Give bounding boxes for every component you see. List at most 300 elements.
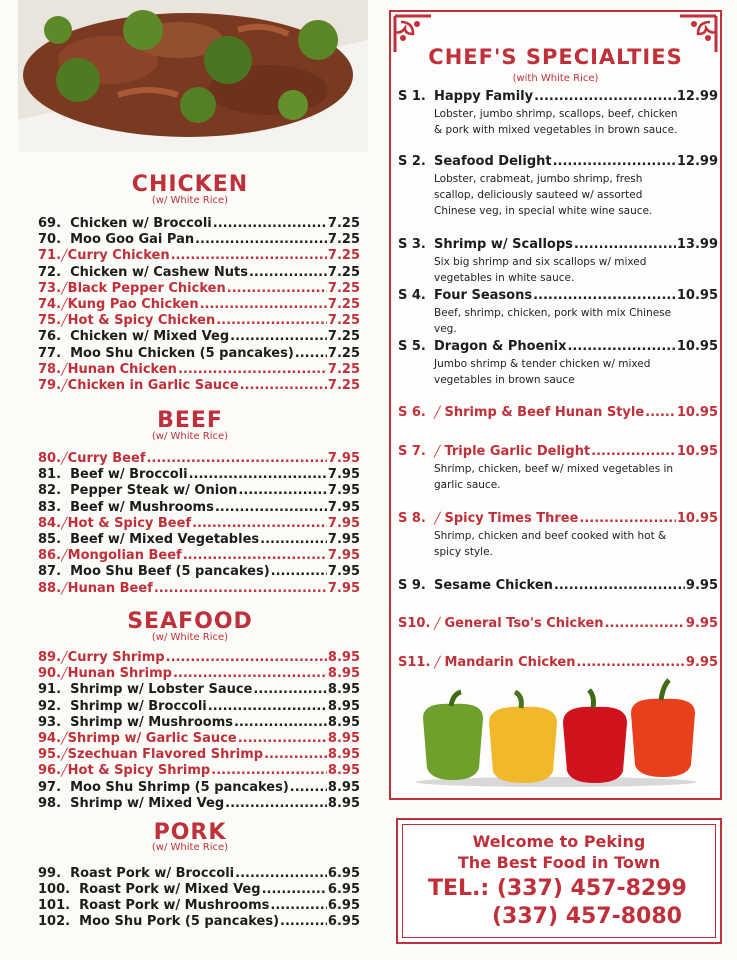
dot-leader (240, 378, 327, 393)
item-price: 7.95 (327, 483, 360, 499)
menu-item[interactable] (38, 882, 360, 898)
menu-item[interactable] (38, 516, 360, 532)
menu-item[interactable] (38, 329, 360, 345)
item-number: 81. (38, 467, 62, 483)
item-number: 72. (38, 264, 62, 280)
dot-leader (280, 914, 327, 929)
dot-leader (171, 248, 327, 263)
dot-leader (192, 516, 327, 531)
dot-leader (183, 548, 327, 563)
dot-leader (574, 237, 676, 252)
dot-leader (264, 747, 327, 762)
specialty-description: Lobster, jumbo shrimp, scallops, beef, chicken & pork with mixed vegetables in brown sauce. (434, 108, 678, 136)
dot-leader (235, 866, 327, 881)
chili-pepper-icon: ╱ (61, 549, 68, 563)
dot-leader (238, 731, 327, 746)
item-price: 8.95 (327, 795, 360, 811)
menu-item[interactable] (38, 914, 360, 930)
item-number: 101. (38, 898, 71, 913)
item-name: Chicken w/ Cashew Nuts (70, 264, 248, 280)
specialty-price: 10.95 (676, 288, 718, 303)
item-price: 8.95 (327, 747, 360, 763)
item-gap (61, 232, 70, 247)
item-number: 76. (38, 329, 62, 345)
item-name: Chicken w/ Broccoli (70, 216, 212, 231)
specialty-description: Shrimp, chicken and beef cooked with hot & spicy style. (434, 530, 667, 558)
chili-pepper-icon: ╱ (61, 379, 68, 392)
dot-leader (591, 444, 676, 459)
chili-pepper-icon: ╱ (61, 362, 68, 376)
dot-leader (554, 578, 685, 593)
item-number: 88. (38, 580, 62, 596)
item-number: 99. (38, 866, 62, 881)
item-gap (70, 914, 79, 929)
specialty-description: Six big shrimp and six scallops w/ mixed vegetables in white sauce. (434, 256, 647, 284)
item-price: 8.95 (327, 698, 360, 714)
item-name: Moo Shu Beef (5 pancakes) (70, 564, 270, 580)
item-number: 96. (38, 763, 62, 779)
specialty-description: Jumbo shrimp & tender chicken w/ mixed vegetables in brown sauce (434, 358, 651, 386)
menu-item[interactable] (38, 747, 360, 763)
specialty-item[interactable] (398, 154, 718, 219)
menu-item[interactable] (38, 666, 360, 682)
item-gap (61, 265, 70, 280)
item-gap (61, 483, 70, 498)
dot-leader (166, 650, 327, 665)
chili-pepper-icon: ╱ (61, 298, 68, 311)
item-name: Hunan Chicken (67, 361, 177, 377)
specialty-price: 10.95 (676, 511, 718, 526)
specialty-name: Triple Garlic Delight (444, 444, 591, 459)
item-name: Hot & Spicy Shrimp (67, 763, 211, 779)
dot-leader (576, 655, 684, 670)
item-gap (61, 780, 70, 795)
dot-leader (645, 405, 676, 420)
item-price: 7.25 (327, 297, 360, 312)
dot-leader (234, 715, 327, 730)
specialty-code: S 2. (398, 154, 426, 169)
item-number: 74. (38, 297, 62, 312)
specialty-description: Beef, shrimp, chicken, pork with mix Chinese veg. (434, 307, 672, 335)
specialty-code: S10. (398, 616, 431, 631)
menu-item[interactable] (38, 699, 360, 715)
item-name: Shrimp w/ Mixed Veg (70, 795, 225, 811)
beef-section-title: BEEF (157, 408, 223, 433)
chili-pepper-icon: ╱ (61, 748, 68, 762)
item-number: 83. (38, 499, 62, 515)
item-price: 7.25 (327, 361, 360, 377)
specialty-price: 10.95 (676, 339, 718, 354)
item-number: 98. (38, 795, 62, 811)
dot-leader (271, 564, 327, 579)
seafood-section-subtitle: (w/ White Rice) (151, 632, 229, 643)
specialty-code: S 3. (398, 237, 426, 252)
specialty-item[interactable] (398, 511, 718, 560)
chili-pepper-icon: ╱ (61, 667, 68, 681)
specialty-header (398, 237, 718, 252)
item-number: 86. (38, 548, 62, 564)
menu-item[interactable] (38, 281, 360, 297)
dot-leader (195, 232, 327, 247)
specialty-description: Lobster, crabmeat, jumbo shrimp, fresh scallop, deliciously sauteed w/ assorted Chinese veg, in special white wine sauce. (434, 173, 653, 217)
item-number: 90. (38, 666, 62, 682)
chicken-section-title: CHICKEN (131, 172, 249, 197)
item-name: Hunan Shrimp (67, 666, 172, 682)
chili-pepper-icon: ╱ (61, 516, 68, 530)
item-price: 7.25 (327, 313, 360, 329)
specialty-item[interactable] (398, 405, 718, 420)
item-name: Beef w/ Mixed Vegetables (70, 532, 260, 547)
item-price: 8.95 (327, 763, 360, 779)
chili-pepper-icon: ╱ (61, 581, 68, 595)
item-gap (70, 882, 79, 897)
menu-item[interactable] (38, 564, 360, 580)
dot-leader (249, 265, 327, 280)
chili-pepper-icon: ╱ (434, 512, 445, 525)
item-number: 87. (38, 564, 62, 580)
item-name: Moo Shu Chicken (5 pancakes) (70, 345, 294, 361)
item-number: 71. (38, 248, 62, 264)
dot-leader (146, 451, 326, 466)
item-price: 8.95 (327, 666, 360, 682)
menu-item[interactable] (38, 232, 360, 248)
chefs-specialties-title: CHEF'S SPECIALTIES (428, 45, 683, 69)
menu-item[interactable] (38, 362, 360, 378)
dot-leader (154, 581, 327, 596)
specialty-item[interactable] (398, 288, 718, 337)
dot-leader (200, 297, 327, 312)
specialty-header (398, 578, 718, 593)
item-name: Hunan Beef (67, 580, 153, 596)
chili-pepper-icon: ╱ (61, 651, 68, 664)
dot-leader (567, 339, 675, 354)
dot-leader (178, 362, 327, 377)
chili-pepper-icon: ╱ (434, 617, 445, 630)
menu-item[interactable] (38, 451, 360, 467)
item-gap (70, 898, 79, 913)
specialty-price: 13.99 (676, 237, 718, 252)
item-price: 6.95 (327, 866, 360, 881)
menu-item[interactable] (38, 731, 360, 747)
item-name: Moo Goo Gai Pan (70, 232, 195, 248)
chili-pepper-icon: ╱ (434, 656, 445, 669)
item-name: Hot & Spicy Chicken (67, 313, 216, 329)
bell-peppers-image (411, 678, 701, 788)
specialty-price: 9.95 (685, 578, 718, 593)
specialty-name: Shrimp w/ Scallops (434, 237, 573, 252)
specialty-code: S 8. (398, 511, 426, 526)
specialty-item[interactable] (398, 237, 718, 286)
specialty-price: 12.99 (676, 89, 718, 104)
specialty-price: 10.95 (676, 405, 718, 420)
specialty-code: S11. (398, 655, 431, 670)
dot-leader (238, 483, 327, 498)
specialty-code: S 7. (398, 444, 426, 459)
chili-pepper-icon: ╱ (61, 732, 68, 745)
item-number: 82. (38, 483, 62, 499)
specialty-header (398, 655, 718, 670)
item-price: 7.25 (327, 232, 360, 248)
item-price: 7.95 (327, 499, 360, 515)
item-number: 85. (38, 532, 62, 547)
specialty-name: Sesame Chicken (434, 578, 553, 593)
specialty-header (398, 288, 718, 303)
item-name: Curry Shrimp (67, 650, 165, 665)
item-gap (61, 796, 70, 811)
item-name: Beef w/ Broccoli (70, 467, 188, 483)
menu-item[interactable] (38, 248, 360, 264)
specialty-name: Happy Family (434, 89, 534, 104)
specialty-item[interactable] (398, 655, 718, 670)
item-name: Mongolian Beef (67, 548, 182, 564)
menu-item[interactable] (38, 763, 360, 779)
menu-item[interactable] (38, 467, 360, 483)
dot-leader (534, 89, 676, 104)
item-price: 7.25 (327, 216, 360, 231)
menu-item[interactable] (38, 866, 360, 882)
dot-leader (189, 467, 327, 482)
item-name: Shrimp w/ Mushrooms (70, 714, 233, 730)
item-number: 97. (38, 779, 62, 795)
dot-leader (216, 313, 327, 328)
menu-item[interactable] (38, 780, 360, 796)
specialty-code: S 9. (398, 578, 426, 593)
specialty-code: S 6. (398, 405, 426, 420)
item-price: 8.95 (327, 650, 360, 665)
item-name: Chicken in Garlic Sauce (67, 378, 239, 393)
item-name: Beef w/ Mushrooms (70, 499, 214, 515)
item-name: Roast Pork w/ Mushrooms (79, 898, 270, 913)
item-price: 7.95 (327, 451, 360, 466)
item-number: 94. (38, 731, 62, 746)
chili-pepper-icon: ╱ (61, 764, 68, 778)
chicken-section-subtitle: (w/ White Rice) (151, 195, 229, 206)
specialty-name: Dragon & Phoenix (434, 339, 567, 354)
item-name: Moo Shu Shrimp (5 pancakes) (70, 779, 289, 795)
item-name: Roast Pork w/ Broccoli (70, 866, 235, 881)
welcome-line: Welcome to Peking (472, 832, 646, 851)
menu-item[interactable] (38, 898, 360, 914)
dot-leader (215, 500, 327, 515)
item-name: Chicken w/ Mixed Veg (70, 329, 230, 345)
item-name: Shrimp w/ Garlic Sauce (67, 731, 237, 746)
item-price: 7.25 (327, 345, 360, 361)
dot-leader (262, 882, 327, 897)
menu-item[interactable] (38, 682, 360, 698)
specialty-header (398, 339, 718, 354)
item-price: 7.25 (327, 264, 360, 280)
dot-leader (605, 616, 685, 631)
specialty-name: Shrimp & Beef Hunan Style (444, 405, 645, 420)
specialty-price: 12.99 (676, 154, 718, 169)
specialty-item[interactable] (398, 339, 718, 388)
dot-leader (230, 329, 327, 344)
menu-item[interactable] (38, 532, 360, 548)
specialty-header (398, 154, 718, 169)
specialty-item[interactable] (398, 616, 718, 631)
dot-leader (211, 763, 327, 778)
item-name: Szechuan Flavored Shrimp (67, 747, 264, 763)
pork-section-title: PORK (153, 820, 227, 845)
specialty-code: S 4. (398, 288, 426, 303)
menu-item[interactable] (38, 313, 360, 329)
seafood-section-title: SEAFOOD (127, 609, 253, 634)
chefs-specialties-subtitle: (with White Rice) (512, 73, 599, 84)
item-name: Curry Beef (67, 451, 146, 466)
specialty-code: S 5. (398, 339, 426, 354)
dot-leader (173, 666, 327, 681)
dot-leader (270, 898, 327, 913)
item-price: 8.95 (327, 779, 360, 795)
dot-leader (579, 511, 675, 526)
specialty-code: S 1. (398, 89, 426, 104)
item-price: 7.95 (327, 548, 360, 564)
item-price: 8.95 (327, 714, 360, 730)
item-name: Curry Chicken (67, 248, 170, 264)
dot-leader (290, 780, 327, 795)
item-price: 7.95 (327, 564, 360, 580)
item-number: 69. (38, 216, 62, 231)
dot-leader (225, 796, 327, 811)
menu-item[interactable] (38, 500, 360, 516)
item-number: 95. (38, 747, 62, 763)
item-gap (61, 564, 70, 579)
item-price: 7.25 (327, 248, 360, 264)
specialty-name: Mandarin Chicken (444, 655, 576, 670)
specialty-item[interactable] (398, 89, 718, 138)
specialty-item[interactable] (398, 578, 718, 593)
item-gap (61, 500, 70, 515)
item-number: 102. (38, 914, 71, 929)
menu-item[interactable] (38, 796, 360, 812)
item-name: Shrimp w/ Broccoli (70, 698, 207, 714)
beef-broccoli-photo (18, 0, 368, 152)
chili-pepper-icon: ╱ (61, 314, 68, 328)
item-number: 92. (38, 698, 62, 714)
specialty-price: 9.95 (685, 655, 718, 670)
menu-item[interactable] (38, 346, 360, 362)
item-price: 6.95 (327, 914, 360, 929)
item-price: 7.95 (327, 532, 360, 547)
dot-leader (208, 699, 327, 714)
chili-pepper-icon: ╱ (434, 445, 445, 458)
item-name: Shrimp w/ Lobster Sauce (70, 682, 253, 698)
dot-leader (553, 154, 676, 169)
item-gap (61, 699, 70, 714)
specialty-price: 10.95 (676, 444, 718, 459)
item-number: 100. (38, 882, 71, 897)
chili-pepper-icon: ╱ (434, 406, 445, 419)
item-gap (61, 866, 70, 881)
item-number: 84. (38, 515, 62, 531)
chili-pepper-icon: ╱ (61, 281, 68, 295)
specialty-header (398, 511, 718, 526)
item-name: Moo Shu Pork (5 pancakes) (79, 914, 280, 929)
specialty-name: Four Seasons (434, 288, 533, 303)
chili-pepper-icon: ╱ (61, 452, 68, 465)
item-name: Roast Pork w/ Mixed Veg (79, 882, 261, 897)
menu-item[interactable] (38, 378, 360, 394)
item-price: 7.25 (327, 280, 360, 296)
item-name: Black Pepper Chicken (67, 280, 226, 296)
pork-section-subtitle: (w/ White Rice) (151, 842, 229, 853)
menu-item[interactable] (38, 581, 360, 597)
item-number: 75. (38, 313, 62, 329)
item-number: 77. (38, 345, 62, 361)
item-name: Kung Pao Chicken (67, 297, 199, 312)
menu-item[interactable] (38, 650, 360, 666)
dot-leader (260, 532, 327, 547)
specialty-header (398, 616, 718, 631)
item-price: 6.95 (327, 882, 360, 897)
item-number: 93. (38, 714, 62, 730)
item-name: Hot & Spicy Beef (67, 515, 192, 531)
item-number: 91. (38, 682, 62, 698)
item-price: 7.25 (327, 329, 360, 345)
item-number: 78. (38, 361, 62, 377)
item-name: Pepper Steak w/ Onion (70, 483, 238, 499)
specialty-description: Shrimp, chicken, beef w/ mixed vegetables in garlic sauce. (434, 463, 674, 491)
specialty-name: Spicy Times Three (444, 511, 579, 526)
specialty-name: General Tso's Chicken (444, 616, 604, 631)
phone-number-1: TEL.: (337) 457-8299 (428, 876, 687, 901)
phone-number-2: (337) 457-8080 (492, 904, 682, 929)
item-number: 70. (38, 232, 62, 248)
item-price: 7.95 (327, 515, 360, 531)
item-gap (61, 329, 70, 344)
chili-pepper-icon: ╱ (61, 249, 68, 263)
tagline: The Best Food in Town (457, 853, 661, 872)
specialty-header (398, 444, 718, 459)
dot-leader (295, 346, 327, 361)
dot-leader (253, 682, 327, 697)
specialty-name: Seafood Delight (434, 154, 552, 169)
dot-leader (533, 288, 676, 303)
item-gap (61, 467, 70, 482)
specialty-item[interactable] (398, 444, 718, 493)
item-gap (61, 216, 70, 231)
menu-item[interactable] (38, 715, 360, 731)
item-price: 8.95 (327, 682, 360, 698)
item-number: 89. (38, 650, 62, 665)
item-price: 7.95 (327, 467, 360, 483)
menu-item[interactable] (38, 548, 360, 564)
menu-item[interactable] (38, 216, 360, 232)
item-price: 6.95 (327, 898, 360, 913)
item-number: 79. (38, 378, 62, 393)
item-gap (61, 682, 70, 697)
item-price: 7.25 (327, 378, 360, 393)
dot-leader (227, 281, 327, 296)
menu-item[interactable] (38, 483, 360, 499)
chefs-specialties-panel (389, 10, 722, 800)
welcome-box (396, 818, 722, 944)
specialty-header (398, 405, 718, 420)
item-number: 80. (38, 451, 62, 466)
item-gap (61, 532, 70, 547)
item-number: 73. (38, 280, 62, 296)
item-gap (61, 346, 70, 361)
item-price: 8.95 (327, 731, 360, 746)
item-price: 7.95 (327, 580, 360, 596)
beef-section-subtitle: (w/ White Rice) (151, 431, 229, 442)
specialty-header (398, 89, 718, 104)
dot-leader (213, 216, 327, 231)
specialty-price: 9.95 (685, 616, 718, 631)
item-gap (61, 715, 70, 730)
menu-item[interactable] (38, 265, 360, 281)
menu-item[interactable] (38, 297, 360, 313)
